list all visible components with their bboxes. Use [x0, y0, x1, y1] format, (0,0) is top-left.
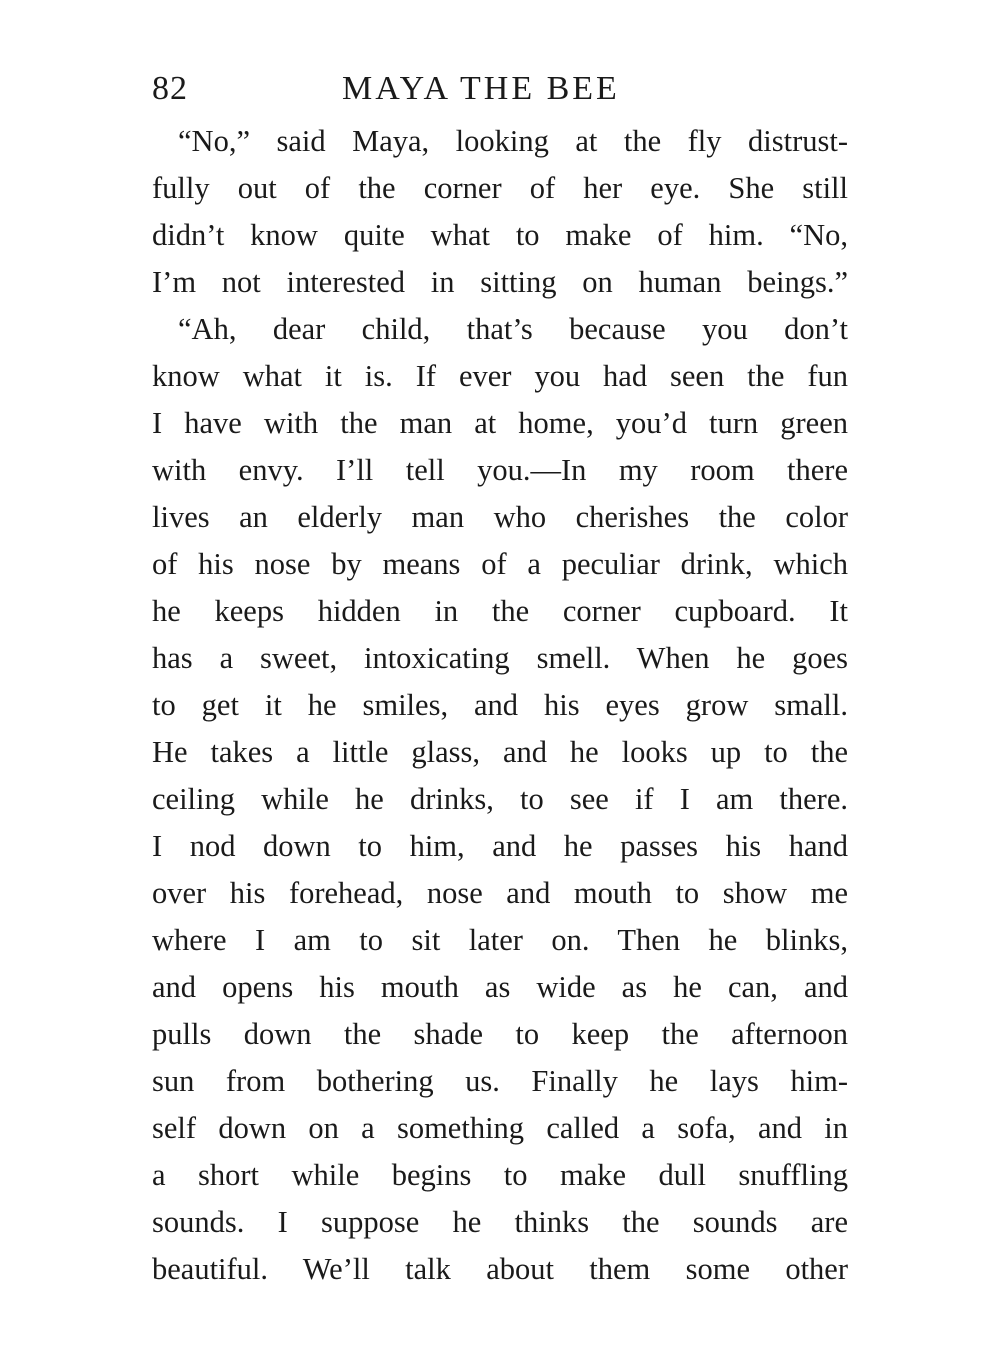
text-line: sun from bothering us. Finally he lays him-: [152, 1064, 848, 1098]
text-line: over his forehead, nose and mouth to show me: [152, 876, 848, 910]
text-line: ceiling while he drinks, to see if I am there.: [152, 782, 848, 816]
text-line: didn’t know quite what to make of him. “No,: [152, 218, 848, 252]
text-line: sounds. I suppose he thinks the sounds are: [152, 1205, 848, 1239]
text-line: “No,” said Maya, looking at the fly distrust-: [178, 124, 848, 158]
text-line: know what it is. If ever you had seen the fun: [152, 359, 848, 393]
text-line: and opens his mouth as wide as he can, and: [152, 970, 848, 1004]
running-title: MAYA THE BEE: [342, 70, 620, 107]
text-line: self down on a something called a sofa, and in: [152, 1111, 848, 1145]
text-line: fully out of the corner of her eye. She still: [152, 171, 848, 205]
text-line: I have with the man at home, you’d turn green: [152, 406, 848, 440]
text-line: has a sweet, intoxicating smell. When he goes: [152, 641, 848, 675]
text-line: a short while begins to make dull snuffling: [152, 1158, 848, 1192]
text-line: of his nose by means of a peculiar drink, which: [152, 547, 848, 581]
text-line: he keeps hidden in the corner cupboard. It: [152, 594, 848, 628]
page-header: [152, 64, 848, 114]
text-line: lives an elderly man who cherishes the color: [152, 500, 848, 534]
text-line: “Ah, dear child, that’s because you don’t: [178, 312, 848, 346]
text-line: I nod down to him, and he passes his hand: [152, 829, 848, 863]
text-line: pulls down the shade to keep the afternoon: [152, 1017, 848, 1051]
text-line: where I am to sit later on. Then he blinks,: [152, 923, 848, 957]
page-number: 82: [152, 70, 188, 107]
body-text: [152, 118, 848, 1293]
text-line: with envy. I’ll tell you.—In my room there: [152, 453, 848, 487]
text-line: He takes a little glass, and he looks up to the: [152, 735, 848, 769]
text-line: to get it he smiles, and his eyes grow small.: [152, 688, 848, 722]
text-line: I’m not interested in sitting on human beings.”: [152, 265, 848, 299]
text-line: beautiful. We’ll talk about them some other: [152, 1252, 848, 1286]
